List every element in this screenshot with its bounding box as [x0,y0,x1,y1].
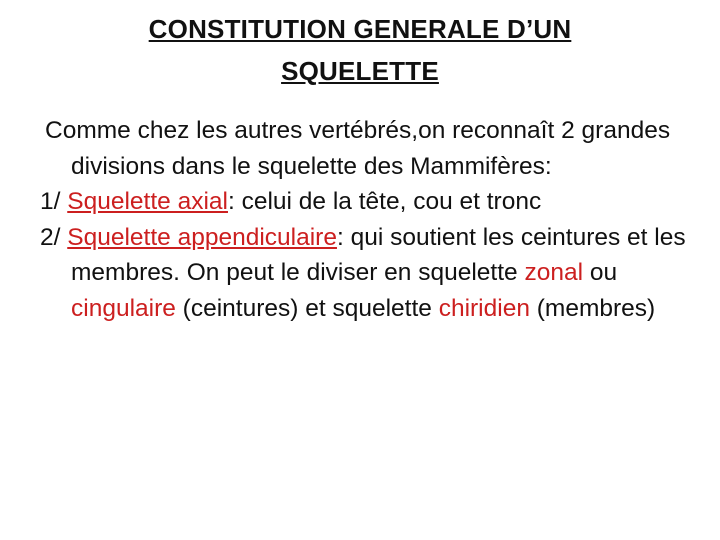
term-squelette-appendiculaire: Squelette appendiculaire [67,223,337,251]
item-number: 1/ [40,188,68,215]
term-zonal: zonal [524,259,584,286]
slide-body [40,113,700,326]
item-text: : qui soutient les ceintures et les membres. On peut le diviser en squelette [71,223,686,286]
term-cingulaire: cingulaire [71,294,176,322]
term-squelette-axial: Squelette axial [67,188,228,215]
intro-paragraph: Comme chez les autres vertébrés,on reconnaît 2 grandes divisions dans le squelette des Mammifères: [45,117,671,180]
item-text: ou [583,259,618,286]
item-text: : celui de la tête, cou et tronc [227,188,542,215]
list-item-axial [40,184,700,220]
list-item-appendiculaire [40,220,700,327]
term-chiridien: chiridien [438,294,530,322]
item-number: 2/ [40,223,68,251]
item-text: (ceintures) et squelette [175,294,439,322]
slide-title: CONSTITUTION GENERALE D’UN SQUELETTE [148,14,572,86]
item-text: (membres) [529,294,656,322]
